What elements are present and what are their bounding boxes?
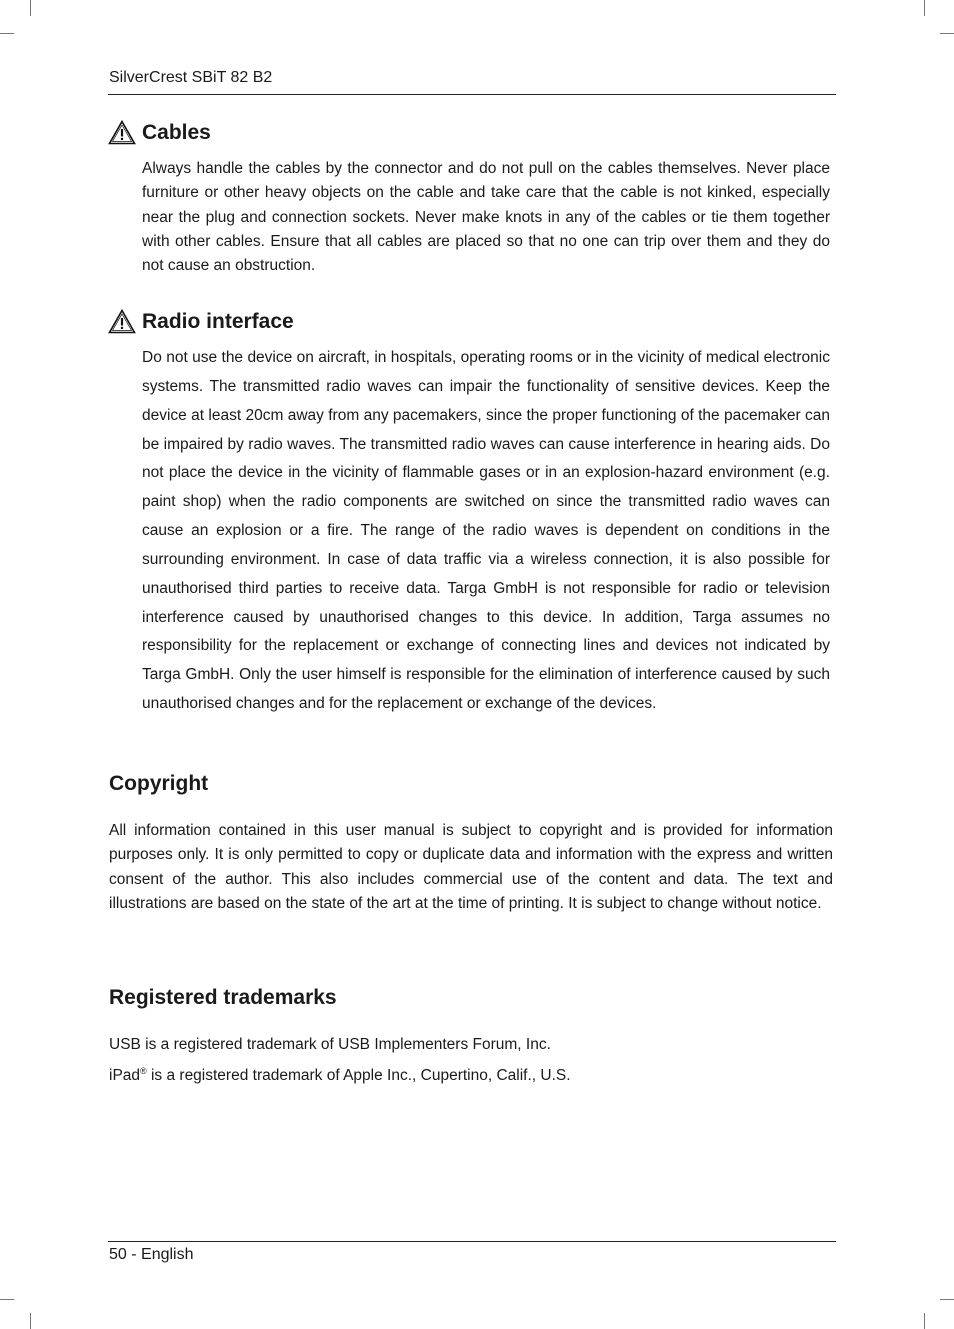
crop-mark (940, 33, 954, 34)
page-header: SilverCrest SBiT 82 B2 (109, 69, 273, 86)
trademark-ipad (109, 1066, 571, 1085)
trademark-ipad-name: iPad (109, 1067, 141, 1085)
header-rule (108, 94, 836, 95)
crop-mark (940, 1299, 954, 1300)
registered-mark: ® (140, 1066, 147, 1076)
radio-title: Radio interface (142, 309, 294, 333)
radio-paragraph: Do not use the device on aircraft, in hospitals, operating rooms or in the vicinity of medical electronic systems. The transmitted radio waves can impair the functionality of sensitive devices. Keep the device at least 20cm away from any pacemakers, since the proper functioning of the pacemaker can be impaired by radio waves. The transmitted radio waves can cause interference in hearing aids. Do not place the device in the vicinity of flammable gases or in an explosion-hazard environment (e.g. paint shop) when the radio components are switched on since the transmitted radio waves can cause an explosion or a fire. The range of the radio waves is dependent on conditions in the surrounding environment. In case of data traffic via a wireless connection, it is also possible for unauthorised third parties to receive data. Targa GmbH is not responsible for radio or television interference caused by unauthorised changes to this device. In addition, Targa assumes no responsibility for the replacement or exchange of connecting lines and devices not indicated by Targa GmbH. Only the user himself is responsible for the elimination of interference caused by such unauthorised changes and for the replacement or exchange of the devices. (142, 349, 830, 713)
radio-heading (108, 309, 294, 334)
crop-mark (30, 0, 31, 16)
crop-mark (0, 33, 14, 34)
cables-heading (108, 120, 211, 145)
warning-triangle-icon (108, 120, 136, 145)
copyright-paragraph: All information contained in this user manual is subject to copyright and is provided for information purposes only. It is only permitted to copy or duplicate data and information with the express and written consent of the author. This also includes commercial use of the content and data. The text and illustrations are based on the state of the art at the time of printing. It is subject to change without notice. (109, 822, 833, 912)
crop-mark (924, 0, 925, 16)
page-number: 50 - English (109, 1246, 194, 1263)
cables-title: Cables (142, 120, 211, 144)
trademark-ipad-text: is a registered trademark of Apple Inc., Cupertino, Calif., U.S. (146, 1067, 571, 1085)
footer-rule (108, 1241, 836, 1242)
warning-triangle-icon (108, 309, 136, 334)
crop-mark (30, 1313, 31, 1329)
trademark-usb: USB is a registered trademark of USB Implementers Forum, Inc. (109, 1036, 551, 1053)
crop-mark (0, 1299, 14, 1300)
trademarks-title: Registered trademarks (109, 986, 337, 1009)
cables-paragraph: Always handle the cables by the connector and do not pull on the cables themselves. Never place furniture or other heavy objects on the cable and take care that the cable is not kinked, especially near the plug and connection sockets. Never make knots in any of the cables or tie them together with other cables. Ensure that all cables are placed so that no one can trip over them and they do not cause an obstruction. (142, 160, 830, 275)
crop-mark (924, 1313, 925, 1329)
copyright-title: Copyright (109, 772, 209, 795)
